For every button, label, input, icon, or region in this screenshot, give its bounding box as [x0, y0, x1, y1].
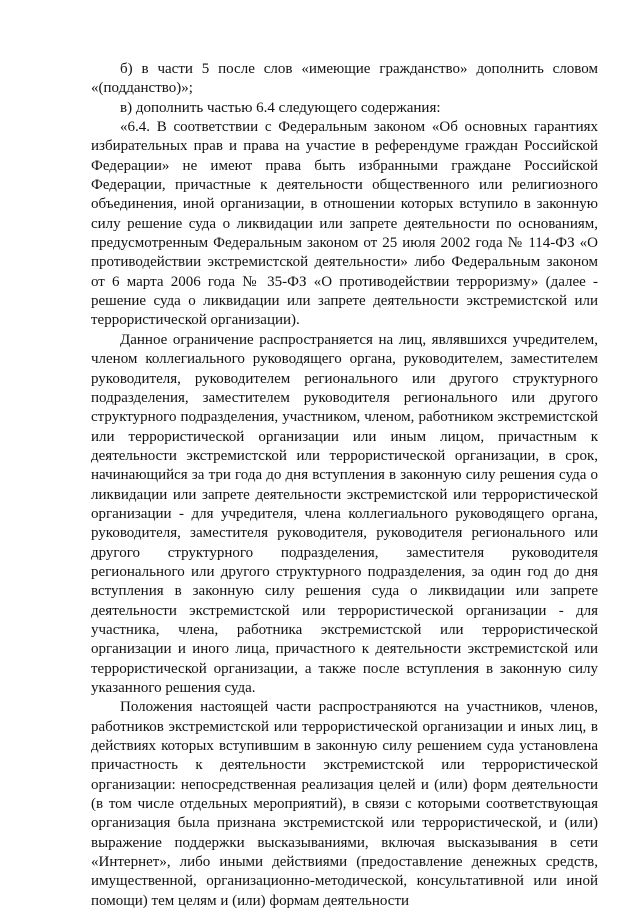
paragraph-3: «6.4. В соответствии с Федеральным законом «Об основных гарантиях избирательных прав и права на участие в референдуме граждан Российской Федерации» не имеют права быть избранными граждане Российской Федерации, причастные к деятельности общественного или религиозного объединения, иной организации, в отношении которых вступило в законную силу решение суда о ликвидации или запрете деятельности по основаниям, предусмотренным Федеральным законом от 25 июля 2002 года № 114-ФЗ «О противодействии экстремистской деятельности» либо Федеральным законом от 6 марта 2006 года № 35-ФЗ «О противодействии терроризму» (далее - решение суда о ликвидации или запрете деятельности экстремистской или террористической организации).	[91, 119, 598, 329]
paragraph-5: Положения настоящей части распространяются на участников, членов, работников экстремистской или террористической организации и иных лиц, в действиях которых вступившим в законную силу решением суда установлена причастность к деятельности экстремистской или террористической организации: непосредственная реализация целей и (или) форм деятельности (в том числе отдельных мероприятий), в связи с которыми соответствующая организация была признана экстремистской или террористической, и (или) выражение поддержки высказываниями, включая высказывания в сети «Интернет», либо иными действиями (предоставление денежных средств, имущественной, организационно-методической, консультативной или иной помощи) тем целям и (или) формам деятельности	[91, 699, 598, 909]
paragraph-1: б) в части 5 после слов «имеющие гражданство» дополнить словом «(подданство)»;	[91, 61, 598, 97]
paragraph-4: Данное ограничение распространяется на лиц, являвшихся учредителем, членом коллегиального руководящего органа, руководителем, заместителем руководителя, руководителем регионального или другого структурного подразделения, заместителем руководителя регионального или другого структурного подразделения, участником, членом, работником экстремистской или террористической организации или иным лицом, причастным к деятельности экстремистской или террористической организации, в срок, начинающийся за три года до дня вступления в законную силу решения суда о ликвидации или запрете деятельности экстремистской или террористической организации - для учредителя, члена коллегиального руководящего органа, руководителя, заместителя руководителя, руководителя регионального или другого структурного подразделения, заместителя руководителя регионального или другого структурного подразделения, за один год до дня вступления в законную силу решения суда о ликвидации или запрете деятельности экстремистской или террористической организации - для участника, члена, работника экстремистской или террористической организации и иного лица, причастного к деятельности экстремистской или террористической организации, а также после вступления в законную силу указанного решения суда.	[91, 331, 598, 696]
document-body	[91, 60, 598, 911]
paragraph-2: в) дополнить частью 6.4 следующего содержания:	[120, 99, 441, 116]
